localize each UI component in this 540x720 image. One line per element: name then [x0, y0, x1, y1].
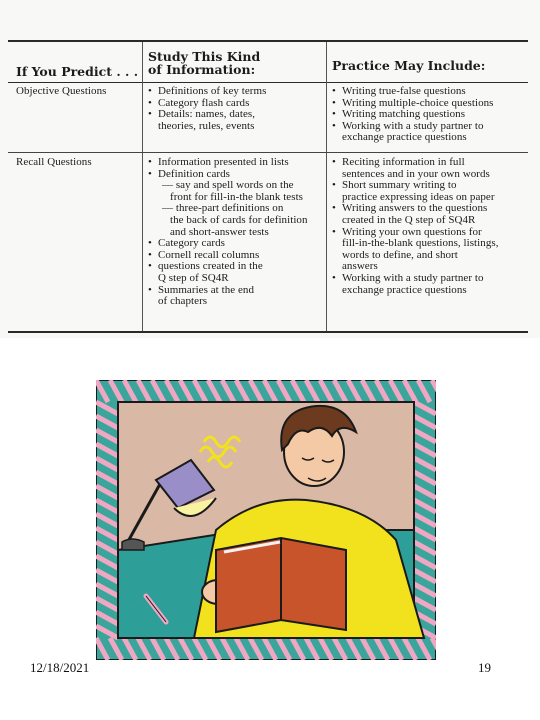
list-item: • Category flash cards [148, 98, 323, 110]
column-divider [326, 42, 327, 331]
list-item: • Working with a study partner to [332, 121, 526, 133]
list-item: • Summaries at the end [148, 285, 324, 297]
list-item: • Writing matching questions [332, 109, 526, 121]
list-item: sentences and in your own words [342, 167, 490, 180]
row2-predict: Recall Questions [16, 156, 92, 168]
list-item: — say and spell words on the [162, 179, 294, 192]
list-item: • Writing answers to the questions [332, 203, 526, 215]
row2-practice [332, 157, 526, 296]
footer-date: 12/18/2021 [30, 660, 90, 675]
list-item: • Details: names, dates, [148, 109, 323, 121]
header-study-line1: Study This Kind [148, 49, 261, 64]
list-item: • Writing multiple-choice questions [332, 98, 526, 110]
list-item: • Category cards [148, 238, 324, 250]
list-item: Q step of SQ4R [158, 271, 229, 284]
list-item: • Reciting information in full [332, 157, 526, 169]
page-number: 19 [478, 660, 491, 675]
list-item: • Definition cards [148, 169, 324, 181]
student-reading-image [96, 380, 436, 660]
list-item: • Definitions of key terms [148, 86, 323, 98]
list-item: • Short summary writing to [332, 180, 526, 192]
list-item: theories, rules, events [158, 119, 255, 132]
header-study-line2: of Information: [148, 62, 256, 77]
header-predict: If You Predict . . . [16, 64, 139, 79]
scanned-table-page [0, 0, 540, 338]
list-item: • Working with a study partner to [332, 273, 526, 285]
list-item: of chapters [158, 295, 208, 308]
list-item: and short-answer tests [170, 225, 269, 238]
table-header-row [8, 42, 528, 83]
list-item: • Cornell recall columns [148, 250, 324, 262]
row1-predict: Objective Questions [16, 85, 107, 97]
list-item: • Writing your own questions for [332, 227, 526, 239]
list-item: • questions created in the [148, 261, 324, 273]
list-item: — three-part definitions on [162, 202, 284, 215]
list-item: the back of cards for definition [170, 213, 308, 226]
list-item: fill-in-the-blank questions, listings, [342, 237, 499, 250]
row1-study [148, 86, 323, 132]
header-practice: Practice May Include: [332, 58, 486, 73]
list-item: • Writing true-false questions [332, 86, 526, 98]
row1-practice [332, 86, 526, 144]
list-item: created in the Q step of SQ4R [342, 213, 476, 226]
student-reading-illustration [96, 380, 436, 660]
list-item: front for fill-in-the blank tests [170, 190, 304, 203]
list-item: practice expressing ideas on paper [342, 190, 495, 203]
column-divider [142, 42, 143, 331]
list-item: words to define, and short [342, 248, 458, 261]
list-item: exchange practice questions [342, 131, 467, 144]
list-item: answers [342, 260, 378, 273]
list-item: exchange practice questions [342, 283, 467, 296]
row2-study [148, 157, 324, 308]
study-practice-table [8, 40, 528, 333]
list-item: • Information presented in lists [148, 157, 324, 169]
header-study [148, 50, 260, 76]
row-divider [8, 152, 528, 153]
